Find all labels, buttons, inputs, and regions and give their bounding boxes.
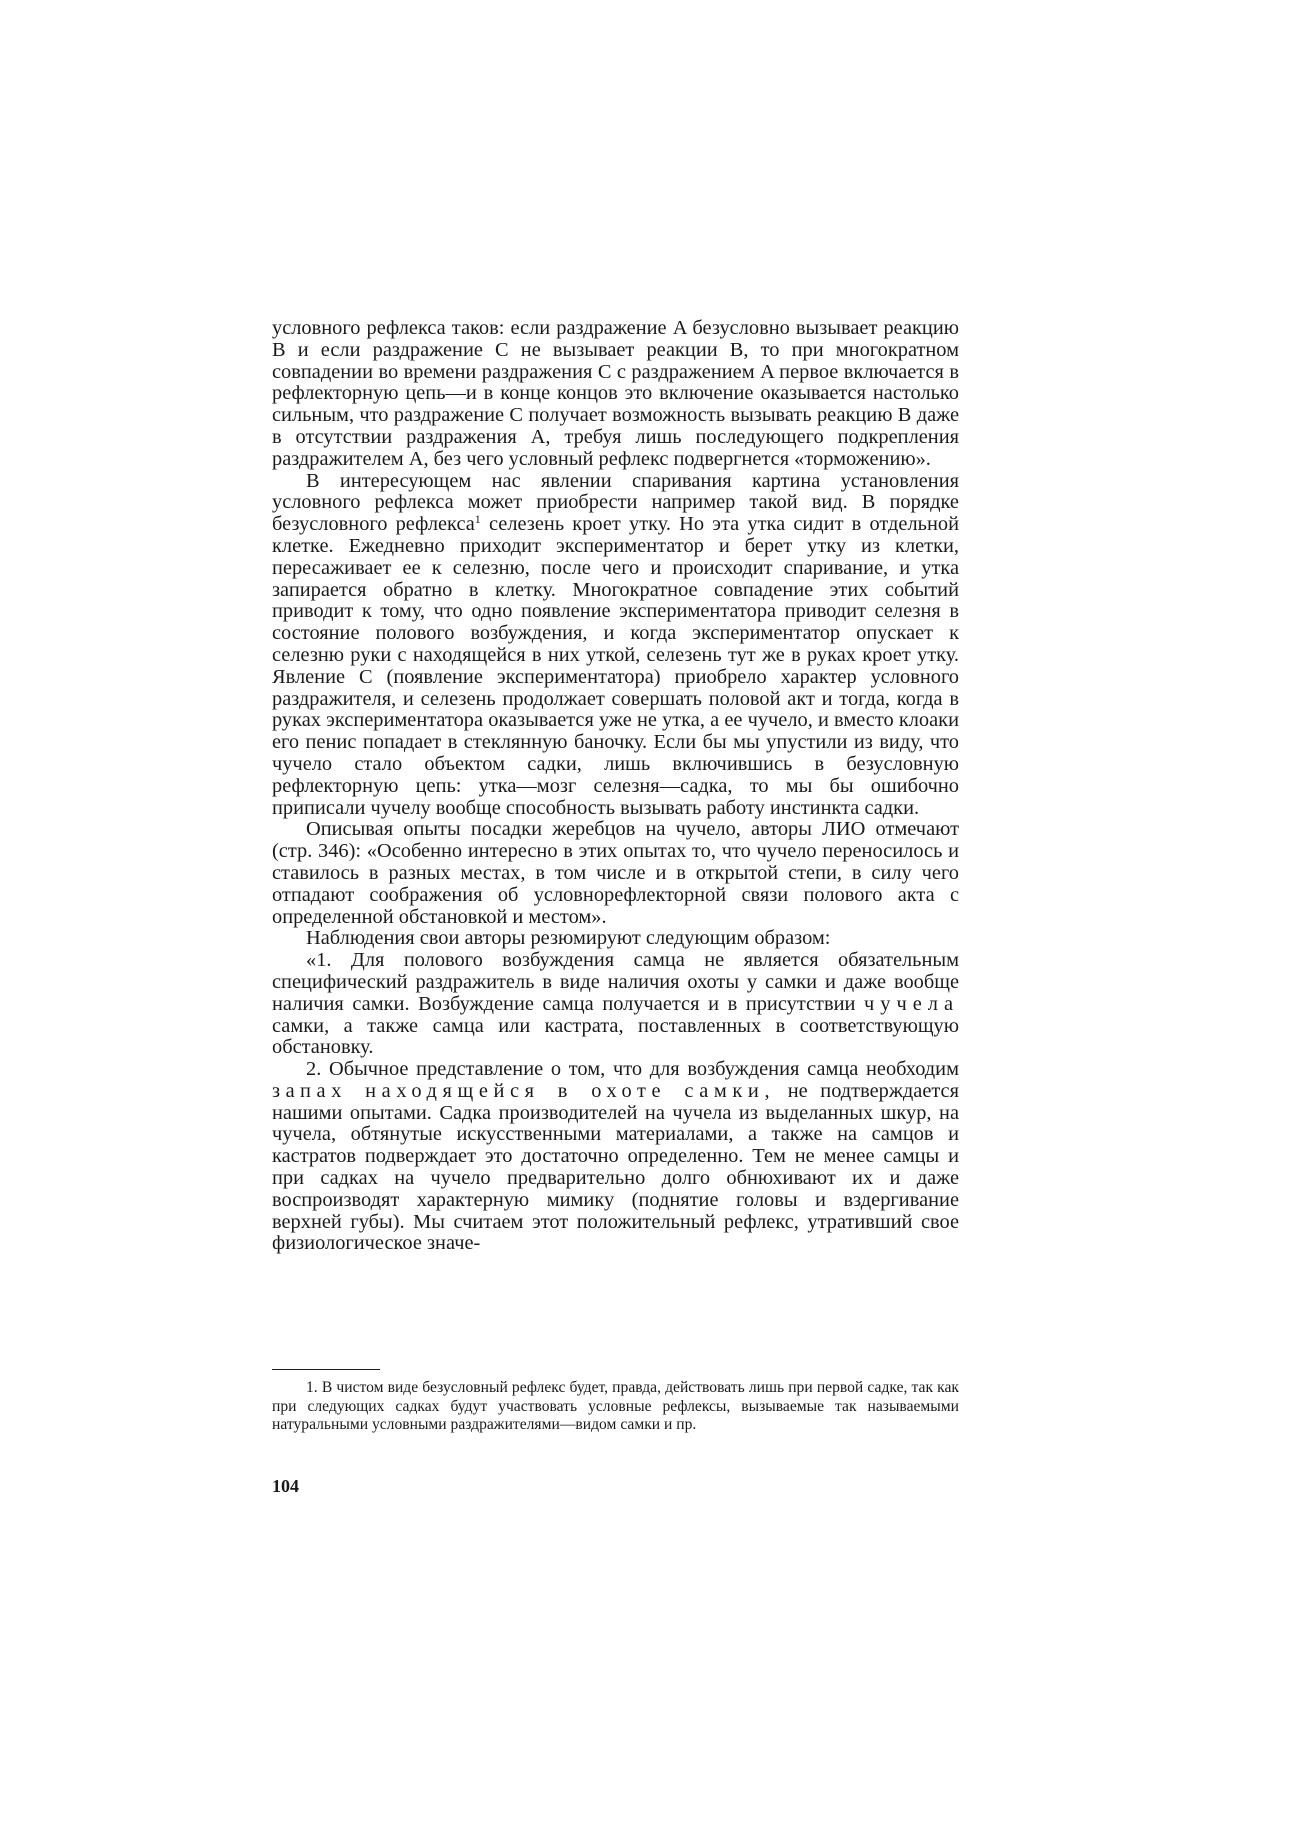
quote-point-2-part-a: 2. Обычное представление о том, что для возбуждения самца необходим: [306, 1058, 959, 1081]
footnote-text: В чистом виде безусловный рефлекс будет, правда, действовать лишь при первой садке, так как при следующих садках будут участвовать условные рефлексы, вызываемые так называемыми натуральными условными раздражителями—видом самки и пр.: [272, 1379, 959, 1433]
footnote: [272, 1379, 959, 1435]
paragraph-4: Наблюдения свои авторы резюмируют следующим образом:: [306, 927, 831, 950]
quote-point-2: [272, 1059, 959, 1255]
paragraph-2-part-a: В интересующем нас явлении спаривания картина установления условного рефлекса может приобрести например такой вид. В порядке безусловного рефлекса: [272, 469, 959, 536]
quote-point-2-part-b: не подтверждается нашими опытами. Садка производителей на чучела из выделанных шкур, на чучела, обтянутые искусственными материалами, а также на самцов и кастратов подверждает это достаточно определенно. Тем не менее самцы и при садках на чучело предварительно долго обнюхивают их и даже воспроизводят характерную мимику (поднятие головы и вздергивание верхней губы). Мы считаем этот положительный рефлекс, утративший свое физиологическое значе-: [272, 1079, 959, 1255]
paragraph-2: [272, 471, 959, 820]
quote-point-1-part-a: «1. Для полового возбуждения самца не является обязательным специфический раздражитель в виде наличия охоты у самки и даже вообще наличия самки. Возбуждение самца получается и в присутствии: [272, 949, 959, 1015]
main-text: [272, 318, 959, 1255]
paragraph-1: условного рефлекса таков: если раздражение A безусловно вызывает реакцию B и если раздражение C не вызывает реакции B, то при многократном совпадении во времени раздражения C с раздражением A первое включается в рефлекторную цепь—и в конце концов это включение оказывается настолько сильным, что раздражение C получает возможность вызывать реакцию B даже в отсутствии раздражения A, требуя лишь последующего подкрепления раздражителем A, без чего условный рефлекс подвергнется «торможению».: [272, 317, 959, 470]
footnote-divider: [272, 1369, 380, 1370]
page-number: 104: [272, 1476, 299, 1496]
spaced-emphasis-chuchela: чучела: [864, 992, 959, 1015]
paragraph-3: Описывая опыты посадки жеребцов на чучело, авторы ЛИО отмечают (стр. 346): «Особенно интересно в этих опытах то, что чучело переносилось и ставилось в разных местах, в том числе и в открытой степи, в силу чего отпадают соображения об условнорефлекторной связи полового акта с определенной обстановкой и местом».: [272, 818, 959, 928]
paragraph-2-part-b: селезень кроет утку. Но эта утка сидит в отдельной клетке. Ежедневно приходит экспериментатор и берет утку из клетки, пересаживает ее к селезню, после чего и происходит спаривание, и утка запирается обратно в клетку. Многократное совпадение этих событий приводит к тому, что одно появление экспериментатора приводит селезня в состояние полового возбуждения, и когда экспериментатор опускает к селезню руки с находящейся в них уткой, селезень тут же в руках кроет утку. Явление C (появление экспериментатора) приобрело характер условного раздражителя, и селезень продолжает совершать половой акт и тогда, когда в руках экспериментатора оказывается уже не утка, а ее чучело, и вместо клоаки его пенис попадает в стеклянную баночку. Если бы мы упустили из виду, что чучело стало объектом садки, лишь включившись в безусловную рефлекторную цепь: утка—мозг селезня—садка, то мы бы ошибочно приписали чучелу вообще способность вызывать работу инстинкта садки.: [272, 513, 959, 819]
footnote-number: 1.: [306, 1379, 318, 1396]
footnote-reference[interactable]: 1: [474, 512, 481, 527]
spaced-emphasis-zapakh: запах находящейся в охоте самки,: [272, 1079, 776, 1102]
quote-point-1: [272, 950, 959, 1059]
quote-point-1-part-b: самки, а также самца или кастрата, поставленных в соответствующую обстановку.: [272, 1014, 959, 1059]
